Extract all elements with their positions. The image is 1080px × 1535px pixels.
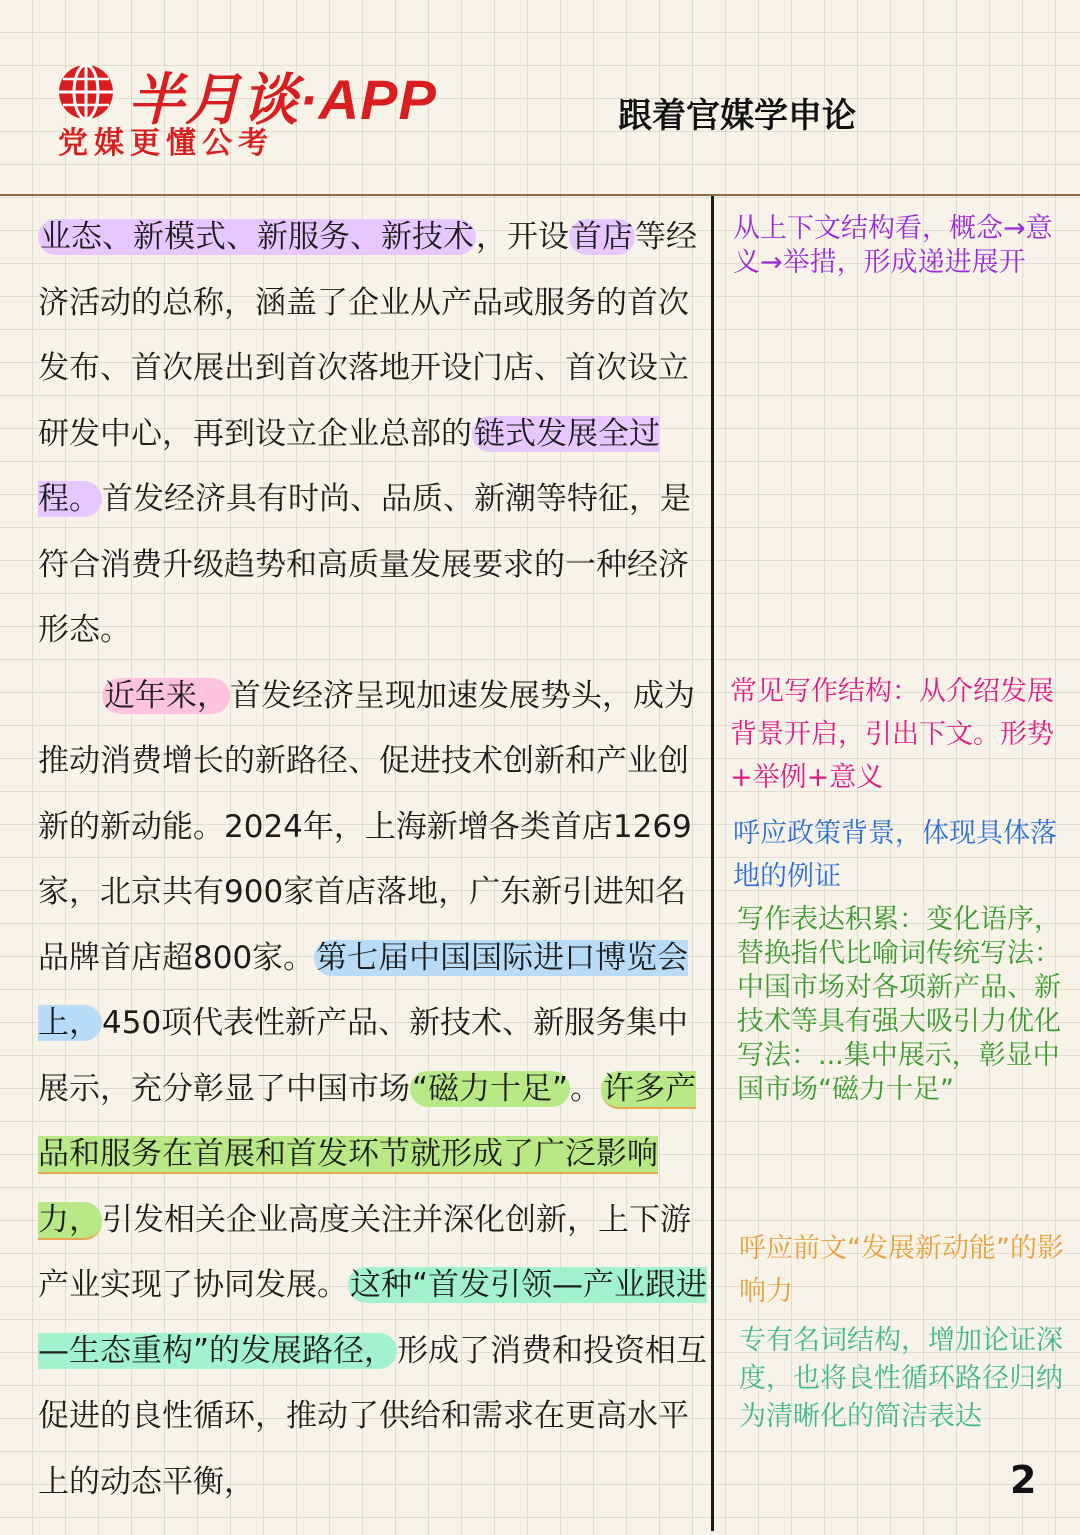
highlight-pink: 近年来， [104, 677, 228, 714]
brand-slogan: 党媒更懂公考 [58, 126, 274, 161]
highlight-blue: 第七届中国国际进口博览会上， [38, 939, 689, 1041]
highlight-green: “磁力十足” [412, 1070, 569, 1107]
annotation-writing-structure: 常见写作结构：从介绍发展背景开启，引出下文。形势+举例+意义 [730, 676, 1054, 793]
text-segment: 450项代表性新产品、新技术、新服务集中展示，充分彰显了中国市场 [38, 1005, 689, 1107]
globe-logo-icon [56, 62, 116, 122]
page-number: 2 [1010, 1458, 1037, 1502]
text-segment: 首发经济具有时尚、品质、新潮等特征，是符合消费升级趋势和高质量发展要求的一种经济形态。 [38, 481, 691, 648]
brand-title: 半月谈·APP [128, 68, 437, 131]
text-segment: 等经济活动的总称，涵盖了企业从产品或服务的首次发布、首次展出到首次落地开设门店、首次设立研发中心，再到设立企业总部的 [38, 219, 697, 452]
text-segment: 形成了消费和投资相互促进的良性循环，推动了供给和需求在更高水平上的动态平衡， [38, 1332, 708, 1500]
paragraph-2 [38, 664, 713, 1516]
highlight-purple: 业态、新模式、新服务、新技术 [40, 219, 474, 255]
text-segment: 首发经济呈现加速发展势头，成为推动消费增长的新路径、促进技术创新和产业创新的新动能。2024年，上海新增各类首店1269家，北京共有900家首店落地，广东新引进知名品牌首店超800家。 [38, 677, 695, 976]
highlight-green-underlined: 许多产品和服务在首展和首发环节就形成了广泛影响力， [38, 1070, 697, 1238]
highlight-mint: 这种“首发引领—产业跟进—生态重构”的发展路径， [38, 1267, 708, 1369]
page-header [0, 0, 1080, 196]
annotation-expression: 写作表达积累：变化语序，替换指代比喻词传统写法：中国市场对各项新产品、新技术等具有强大吸引力优化写法：...集中展示，彰显中国市场“磁力十足” [737, 904, 1061, 1105]
text-segment: 引发相关企业高度关注并深化创新，上下游产业实现了协同发展。 [38, 1201, 691, 1303]
annotation-term: 专有名词结构，增加论证深度，也将良性循环路径归纳为清晰化的简洁表达 [739, 1325, 1063, 1432]
page-title: 跟着官媒学申论 [618, 96, 856, 136]
paragraph-1 [38, 205, 713, 664]
annotation-policy-example: 呼应政策背景，体现具体落地的例证 [733, 818, 1057, 892]
text-segment: 。 [570, 1070, 602, 1107]
text-segment: ，开设 [476, 219, 569, 255]
highlight-purple: 链式发展全过程。 [38, 415, 660, 517]
annotation-echo: 呼应前文“发展新动能”的影响力 [739, 1233, 1064, 1307]
highlight-purple: 首店 [571, 219, 633, 255]
annotation-structure: 从上下文结构看，概念→意义→举措，形成递进展开 [733, 213, 1053, 278]
main-text [38, 205, 713, 1515]
